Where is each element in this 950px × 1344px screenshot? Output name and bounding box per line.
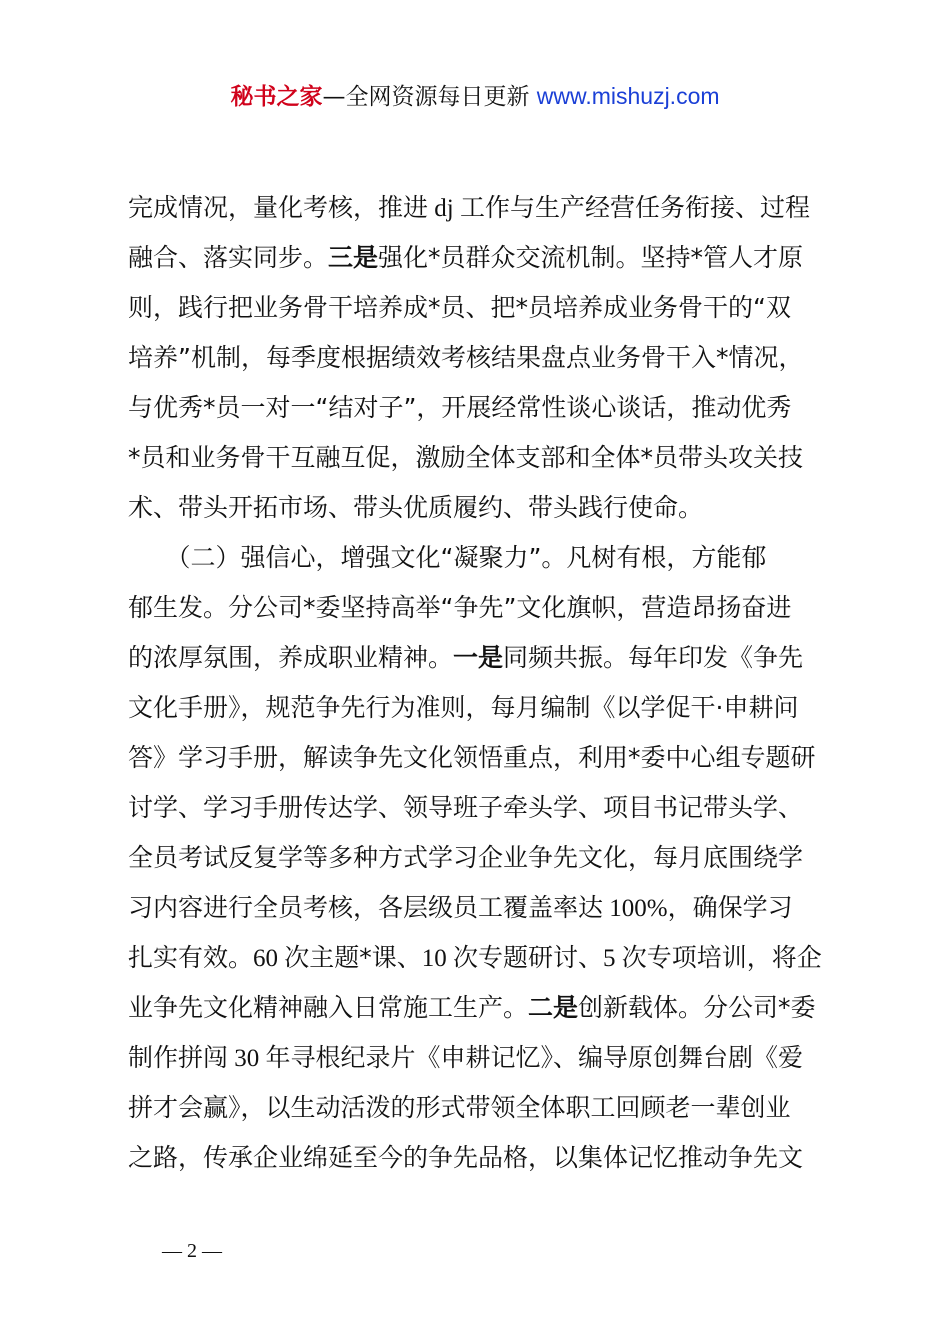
bold-lead: 一是: [453, 643, 504, 672]
text-line: 与优秀*员一对一“结对子”，开展经常性谈心谈话，推动优秀: [128, 393, 792, 422]
text-line: 业争先文化精神融入日常施工生产。二是创新载体。分公司*委: [128, 993, 816, 1022]
text-line: 制作拼闯 30 年寻根纪录片《申耕记忆》、编导原创舞台剧《爱: [128, 1043, 804, 1072]
text-line: 拼才会赢》，以生动活泼的形式带领全体职工回顾老一辈创业: [128, 1093, 791, 1122]
text-line: 术、带头开拓市场、带头优质履约、带头践行使命。: [128, 493, 704, 522]
document-body: [128, 183, 833, 1183]
text-line: 郁生发。分公司*委坚持高举“争先”文化旗帜，营造昂扬奋进: [128, 593, 792, 622]
text-line: 讨学、学习手册传达学、领导班子牵头学、项目书记带头学、: [128, 793, 804, 822]
site-slogan: —全网资源每日更新: [322, 84, 530, 110]
site-header: [0, 80, 950, 113]
text-line: *员和业务骨干互融互促，激励全体支部和全体*员带头攻关技: [128, 443, 804, 472]
text-line: 扎实有效。60 次主题*课、10 次专题研讨、5 次专项培训，将企: [128, 943, 822, 972]
text-line: 全员考试反复学等多种方式学习企业争先文化，每月底围绕学: [128, 843, 804, 872]
page-number: — 2 —: [162, 1240, 222, 1262]
text-line: 完成情况，量化考核，推进 dj 工作与生产经营任务衔接、过程: [128, 193, 810, 222]
bold-lead: 三是: [328, 243, 379, 272]
bold-lead: 二是: [528, 993, 579, 1022]
text-line: 融合、落实同步。三是强化*员群众交流机制。坚持*管人才原: [128, 243, 804, 272]
text-line: 则，践行把业务骨干培养成*员、把*员培养成业务骨干的“双: [128, 293, 791, 322]
text-line: 习内容进行全员考核，各层级员工覆盖率达 100%，确保学习: [128, 893, 793, 922]
text-line: 培养”机制，每季度根据绩效考核结果盘点业务骨干入*情况，: [128, 343, 804, 372]
text-line: 文化手册》，规范争先行为准则，每月编制《以学促干·申耕问: [128, 693, 799, 722]
site-brand: 秘书之家: [230, 84, 323, 110]
text-line: 之路，传承企业绵延至今的争先品格，以集体记忆推动争先文: [128, 1143, 804, 1172]
text-line: 的浓厚氛围，养成职业精神。一是同频共振。每年印发《争先: [128, 643, 804, 672]
text-line: （二）强信心，增强文化“凝聚力”。凡树有根，方能郁: [128, 543, 767, 572]
text-line: 答》学习手册，解读争先文化领悟重点，利用*委中心组专题研: [128, 743, 816, 772]
site-url-link[interactable]: www.mishuzj.com: [536, 83, 720, 109]
